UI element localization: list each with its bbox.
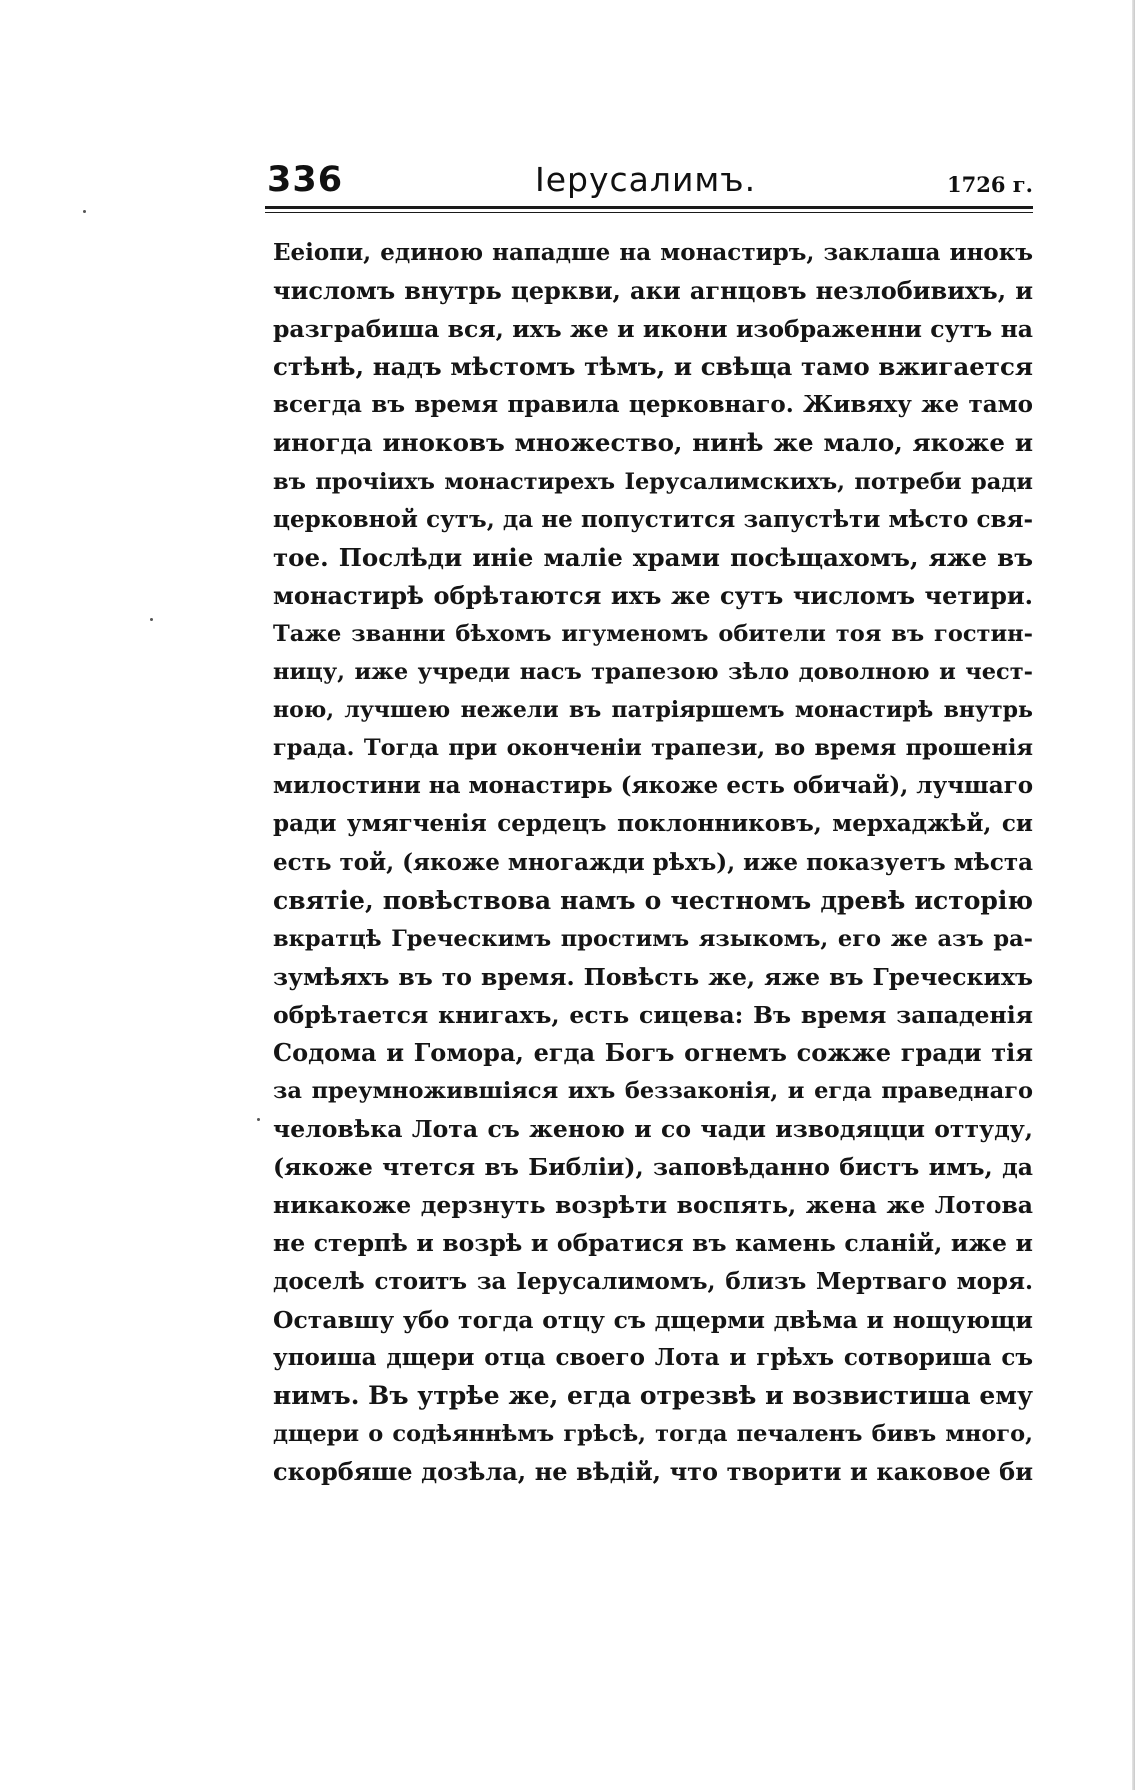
text-line: ради умягченія сердецъ поклонниковъ, мерхаджѣй, си (273, 810, 1033, 838)
running-head (265, 158, 1033, 210)
text-line: разграбиша вся, ихъ же и икони изображенни сутъ на (273, 315, 1033, 344)
header-rule (265, 206, 1033, 209)
paper-speck (150, 618, 153, 621)
paper-speck (83, 210, 86, 213)
text-line: святіе, повѣствова намъ о честномъ древѣ исторію (273, 885, 1033, 915)
text-line: скорбяше дозѣла, не вѣдій, что творити и каковое би (273, 1457, 1033, 1486)
text-line: доселѣ стоитъ за Іерусалимомъ, близъ Мертваго моря. (273, 1267, 1033, 1295)
text-line: всегда въ время правила церковнаго. Живяху же тамо (273, 391, 1033, 419)
text-line: Ееіопи, единою нападше на монастиръ, заклаша инокъ (273, 239, 1033, 266)
body-text (273, 234, 1033, 1491)
header-rule-thin (265, 212, 1033, 213)
page-edge-shadow (1132, 0, 1135, 1790)
text-line: упоиша дщери отца своего Лота и грѣхъ сотвориша съ (273, 1343, 1033, 1371)
text-line: за преумножившіяся ихъ беззаконія, и егда праведнаго (273, 1078, 1033, 1105)
text-line: дщери о содѣяннѣмъ грѣсѣ, тогда печаленъ бивъ много, (273, 1420, 1033, 1447)
text-line: (якоже чтется въ Библіи), заповѣданно бистъ имъ, да (273, 1153, 1033, 1182)
text-line: стѣнѣ, надъ мѣстомъ тѣмъ, и свѣща тамо вжигается (273, 352, 1033, 382)
text-line: милостини на монастирь (якоже есть обичай), лучшаго (273, 772, 1034, 800)
text-line: града. Тогда при окончeніи трапези, во время прошенія (273, 735, 1033, 762)
running-year: 1726 г. (947, 172, 1033, 197)
text-line: вкратцѣ Греческимъ простимъ языкомъ, его же азъ ра- (273, 925, 1033, 952)
text-line: иногда иноковъ множество, нинѣ же мало, якоже и (273, 428, 1033, 458)
paper-speck (257, 1118, 260, 1121)
text-line: Таже званни бѣхомъ игуменомъ обители тоя въ гостин- (273, 620, 1033, 647)
text-line: ницу, иже учреди насъ трапезою зѣло доволною и чест- (273, 659, 1033, 686)
text-line: есть той, (якоже многажди рѣхъ), иже показуетъ мѣста (273, 848, 1033, 876)
text-line: монастирѣ обрѣтаются ихъ же сутъ числомъ четири. (273, 580, 1033, 610)
text-line: никакоже дерзнуть возрѣти воспять, жена же Лотова (273, 1191, 1033, 1220)
text-line: ною, лучшею нежели въ патріяршемъ монастирѣ внутрь (273, 697, 1033, 724)
text-line: Оставшу убо тогда отцу съ дщерми двѣма и нощующи (273, 1305, 1033, 1334)
text-line: тое. Послѣди иніе маліе храми посѣщахомъ, яже въ (273, 542, 1033, 572)
text-line: человѣка Лота съ женою и со чади изводяцци оттуду, (273, 1115, 1033, 1144)
text-line: обрѣтается книгахъ, есть сицева: Въ время западенія (273, 1000, 1033, 1029)
text-line: нимъ. Въ утрѣе же, егда отрезвѣ и возвистиша ему (273, 1380, 1033, 1410)
text-line: зумѣяхъ въ то время. Повѣсть же, яже въ Греческихъ (273, 962, 1033, 991)
text-line: церковной сутъ, да не попустится запустѣти мѣсто свя- (273, 505, 1033, 533)
text-line: въ прочіихъ монастирехъ Іерусалимскихъ, потреби ради (273, 468, 1033, 495)
text-line: числомъ внутрь церкви, аки агнцовъ незлобивихъ, и (273, 276, 1033, 306)
page-number: 336 (267, 160, 344, 200)
text-line: не стерпѣ и возрѣ и обратися въ камень сланій, иже и (273, 1229, 1033, 1258)
text-line: Содома и Гомора, егда Богъ огнемъ сожже гради тія (273, 1037, 1033, 1067)
running-title: Іерусалимъ. (535, 160, 757, 199)
